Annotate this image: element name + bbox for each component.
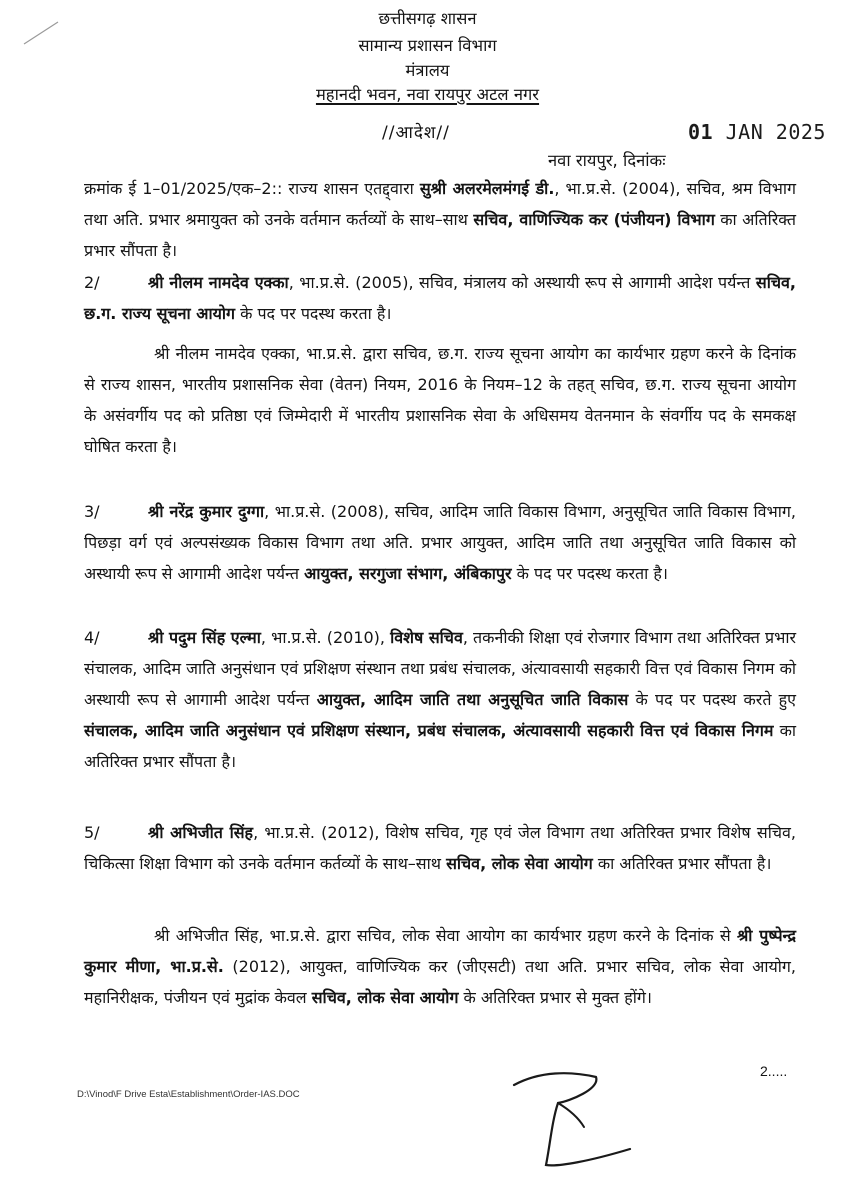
text-segment: का अतिरिक्त प्रभार सौंपता है। [592,854,772,873]
file-path-footer: D:\Vinod\F Drive Esta\Establishment\Order-IAS.DOC [77,1089,300,1100]
paragraph-2-continuation [84,338,796,462]
text-segment: , भा.प्र.से. (2012), विशेष सचिव, गृह एवं जेल विभाग तथा अतिरिक्त प्रभार विशेष सचिव, चिकित्सा शिक्षा विभाग को उनके वर्तमान कर्तव्यों के साथ–साथ [84,823,796,873]
header-government: छत्तीसगढ़ शासन [378,9,477,28]
paragraph-5 [84,817,796,879]
bold-text-segment: संचालक, आदिम जाति अनुसंधान एवं प्रशिक्षण संस्थान, प्रबंध संचालक, अंत्यावसायी सहकारी वित्त एवं विकास निगम [84,721,774,740]
paragraph-number: 5/ [84,823,100,842]
bold-text-segment: श्री पुष्पेन्द्र कुमार मीणा, भा.प्र.से. [84,926,796,976]
bold-text-segment: श्री पदुम सिंह एल्मा [148,628,261,647]
bold-text-segment: सचिव, लोक सेवा आयोग [446,854,593,873]
place-date-label: नवा रायपुर, दिनांकः [548,151,666,170]
bold-text-segment: सचिव, छ.ग. राज्य सूचना आयोग [84,273,796,323]
text-segment: का अतिरिक्त प्रभार सौंपता है। [84,721,796,771]
paragraph-1 [84,173,796,266]
paragraph-5-continuation [84,920,796,1013]
text-segment: के पद पर पदस्थ करता है। [235,304,392,323]
text-segment: , भा.प्र.से. (2004), सचिव, श्रम विभाग तथा अति. प्रभार श्रमायुक्त को उनके वर्तमान कर्तव्यों के साथ–साथ [84,179,796,229]
bold-text-segment: श्री अभिजीत सिंह [148,823,254,842]
text-segment: का अतिरिक्त प्रभार सौंपता है। [84,210,796,260]
text-segment: , भा.प्र.से. (2005), सचिव, मंत्रालय को अस्थायी रूप से आगामी आदेश पर्यन्त [288,273,756,292]
text-segment: के अतिरिक्त प्रभार से मुक्त होंगे। [458,988,652,1007]
header-address-text: महानदी भवन, नवा रायपुर अटल नगर [315,85,540,104]
date-stamp [688,120,826,144]
order-title: //आदेश// [382,123,450,143]
paragraph-3 [84,496,796,589]
bold-text-segment: आयुक्त, आदिम जाति तथा अनुसूचित जाति विकास [316,690,629,709]
text-segment: के पद पर पदस्थ करता है। [511,564,668,583]
text-segment: के पद पर पदस्थ करते हुए [628,690,796,709]
text-segment: क्रमांक ई 1–01/2025/एक–2:: राज्य शासन एतद्द्वारा [84,179,420,198]
bold-text-segment: विशेष सचिव [390,628,463,647]
bold-text-segment: सुश्री अलरमेलमंगई डी. [419,179,555,198]
header-ministry: मंत्रालय [405,61,450,80]
header-department: सामान्य प्रशासन विभाग [358,36,497,55]
text-segment: श्री नीलम नामदेव एक्का, भा.प्र.से. द्वारा सचिव, छ.ग. राज्य सूचना आयोग का कार्यभार ग्रहण करने के दिनांक से राज्य शासन, भारतीय प्रशासनिक सेवा (वेतन) नियम, 2016 के नियम–12 के तहत् सचिव, छ.ग. राज्य सूचना आयोग के असंवर्गीय पद को प्रतिष्ठा एवं जिम्मेदारी में भारतीय प्रशासनिक सेवा के अधिसमय वेतनमान के संवर्गीय पद के समकक्ष घोषित करता है। [84,344,796,456]
paragraph-4 [84,622,796,777]
page-continuation: 2..... [760,1063,788,1079]
bold-text-segment: श्री नीलम नामदेव एक्का [148,273,289,292]
paragraph-number: 3/ [84,502,100,521]
bold-text-segment: आयुक्त, सरगुजा संभाग, अंबिकापुर [304,564,512,583]
paragraph-number: 2/ [84,273,100,292]
signature [500,1065,650,1180]
bold-text-segment: श्री नरेंद्र कुमार दुग्गा [148,502,265,521]
text-segment: , भा.प्र.से. (2008), सचिव, आदिम जाति विकास विभाग, अनुसूचित जाति विकास विभाग, पिछड़ा वर्ग एवं अल्पसंख्यक विकास विभाग तथा अति. प्रभार आयुक्त, आदिम जाति तथा अनुसूचित जाति विकास को अस्थायी रूप से आगामी आदेश पर्यन्त [84,502,796,583]
paragraph-2 [84,267,796,329]
text-segment: , तकनीकी शिक्षा एवं रोजगार विभाग तथा अतिरिक्त प्रभार संचालक, आदिम जाति अनुसंधान एवं प्रशिक्षण संस्थान तथा प्रबंध संचालक, अंत्यावसायी सहकारी वित्त एवं विकास निगम को अस्थायी रूप से आगामी आदेश पर्यन्त [84,628,797,709]
header-address [0,82,855,105]
date-stamp-day: 01 [688,120,714,144]
text-segment: श्री अभिजीत सिंह, भा.प्र.से. द्वारा सचिव, लोक सेवा आयोग का कार्यभार ग्रहण करने के दिनांक से [154,926,737,945]
text-segment: (2012), आयुक्त, वाणिज्यिक कर (जीएसटी) तथा अति. प्रभार सचिव, लोक सेवा आयोग, महानिरीक्षक, पंजीयन एवं मुद्रांक केवल [84,957,797,1007]
bold-text-segment: सचिव, वाणिज्यिक कर (पंजीयन) विभाग [473,210,715,229]
bold-text-segment: सचिव, लोक सेवा आयोग [311,988,459,1007]
date-stamp-month-year: JAN 2025 [725,120,826,144]
paragraph-number: 4/ [84,628,100,647]
text-segment: , भा.प्र.से. (2010), [260,628,391,647]
